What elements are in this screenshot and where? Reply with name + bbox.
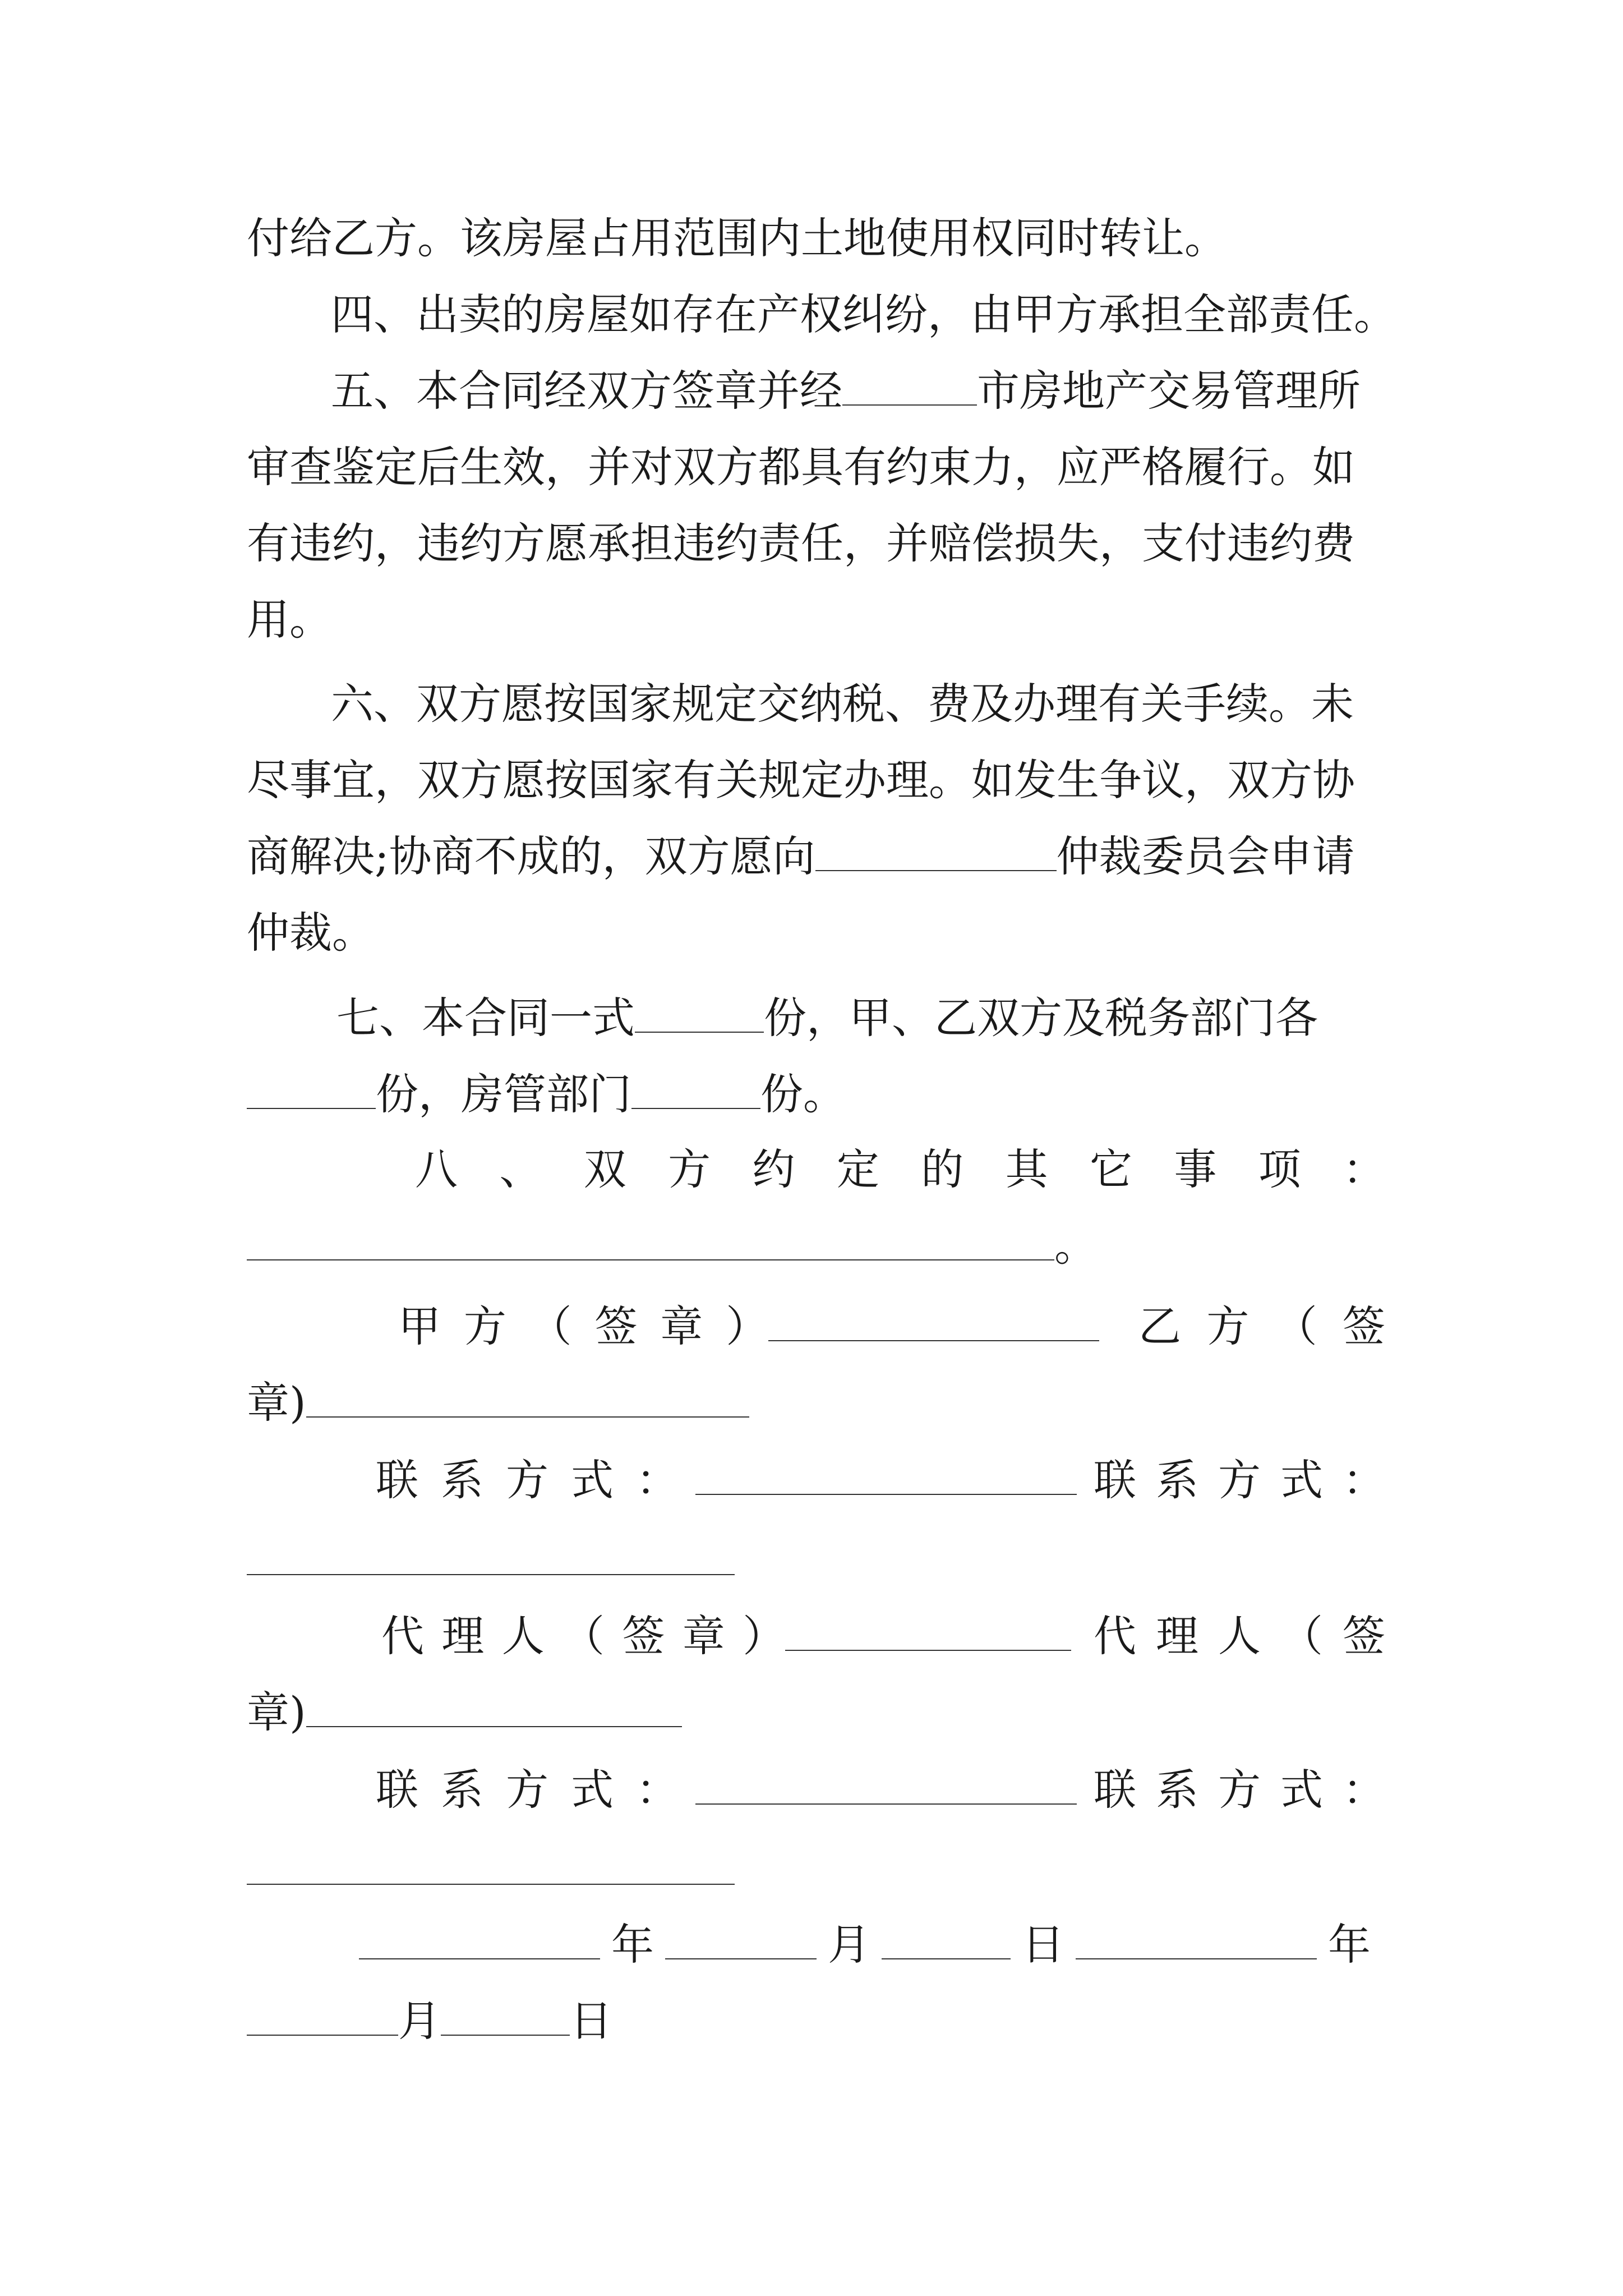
clause7-line2: 份，房管部门 份。	[247, 1064, 1385, 1125]
day-a-blank[interactable]	[882, 1919, 1011, 1959]
agent-b-signature-blank[interactable]	[306, 1687, 682, 1727]
clause4: 四、出卖的房屋如存在产权纠纷，由甲方承担全部责任。	[331, 289, 1396, 339]
contact-line-1	[376, 1450, 1385, 1511]
arbitration-committee-blank[interactable]	[815, 831, 1057, 871]
party-a-signature-blank[interactable]	[768, 1301, 1099, 1341]
clause7-line1: 七、本合同一式 份，甲、乙双方及税务部门各	[336, 993, 1318, 1043]
contact-line-2	[376, 1759, 1385, 1821]
day-b-blank[interactable]	[441, 1995, 570, 2036]
agent-a-label: 代 理 人 （ 签 章 ）	[381, 1611, 786, 1661]
year-b-blank[interactable]	[1076, 1919, 1317, 1959]
party-b-label: 乙 方 （ 签	[1138, 1301, 1386, 1351]
clause6-line2: 尽事宜，双方愿按国家有关规定办理。如发生争议，双方协	[247, 755, 1355, 805]
clause3-tail: 付给乙方。该房屋占用范围内土地使用权同时转让。	[247, 213, 1227, 263]
clause8-heading: 八 、 双 方 约 定 的 其 它 事 项 ：	[415, 1144, 1386, 1194]
agent-a-signature-blank[interactable]	[785, 1611, 1071, 1651]
agent-a-contact-blank[interactable]	[695, 1764, 1077, 1805]
agent-b-label: 代 理 人 （ 签	[1094, 1611, 1385, 1661]
month-a-blank[interactable]	[665, 1919, 817, 1959]
date-line-2: 月 日	[247, 1990, 1385, 2052]
agent-a-contact-label: 联 系 方 式 ：	[376, 1765, 679, 1815]
party-signature-line	[398, 1296, 1385, 1358]
clause6-line3: 商解决;协商不成的，双方愿向 仲裁委员会申请	[247, 831, 1355, 881]
clause5-line3: 有违约，违约方愿承担违约责任，并赔偿损失，支付违约费	[247, 518, 1355, 568]
party-b-contact-blank[interactable]	[247, 1574, 735, 1575]
clause5-line2: 审查鉴定后生效，并对双方都具有约束力，应严格履行。如	[247, 442, 1355, 492]
agent-signature-line	[381, 1605, 1385, 1667]
copies-total-blank[interactable]	[635, 992, 764, 1033]
party-a-label: 甲 方 （ 签 章 ）	[398, 1301, 769, 1351]
party-b-signature-line: 章)	[247, 1372, 1385, 1434]
copies-housing-blank[interactable]	[631, 1069, 760, 1109]
clause6-line4: 仲裁。	[247, 908, 375, 958]
exchange-office-blank[interactable]	[842, 365, 977, 406]
clause6-line1: 六、双方愿按国家规定交纳税、费及办理有关手续。未	[331, 679, 1354, 729]
copies-each-blank[interactable]	[247, 1069, 376, 1109]
other-matters-blank[interactable]	[247, 1220, 1054, 1260]
party-b-signature-blank[interactable]	[306, 1377, 749, 1418]
party-a-contact-blank[interactable]	[695, 1455, 1077, 1495]
party-b-contact-label: 联 系 方 式 ：	[1094, 1455, 1385, 1505]
clause8-line2: 。	[247, 1215, 1385, 1277]
month-b-blank[interactable]	[247, 1995, 398, 2036]
year-a-blank[interactable]	[359, 1919, 600, 1959]
agent-b-signature-line: 章)	[247, 1682, 1385, 1743]
clause5-line4: 用。	[247, 595, 332, 645]
party-a-contact-label: 联 系 方 式 ：	[376, 1455, 679, 1505]
date-line-1: 年 月 日 年	[359, 1914, 1385, 1976]
agent-b-contact-blank[interactable]	[247, 1884, 735, 1885]
clause5-line1: 五、本合同经双方签章并经 市房地产交易管理所	[331, 366, 1361, 416]
agent-b-contact-label: 联 系 方 式 ：	[1094, 1765, 1385, 1815]
